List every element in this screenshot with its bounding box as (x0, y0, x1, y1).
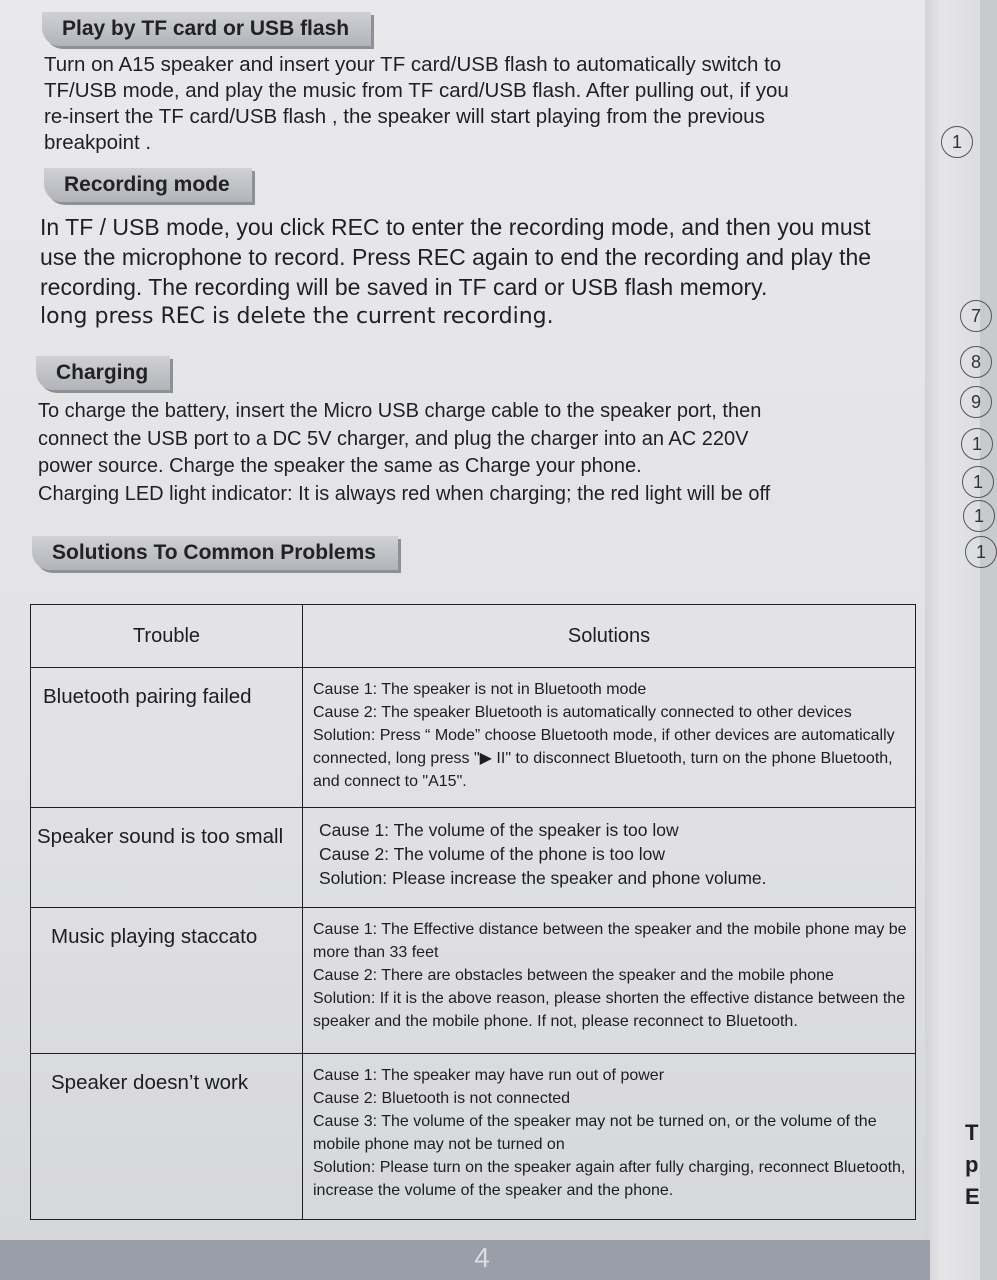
solution-line: Solution: Press “ Mode” choose Bluetooth mode, if other devices are automatically (313, 727, 895, 744)
solution-line: and connect to "A15". (313, 773, 467, 790)
table-row (31, 1054, 916, 1220)
solution-cell (303, 668, 916, 808)
solution-line: Cause 1: The volume of the speaker is too low (319, 820, 679, 840)
table-row (31, 908, 916, 1054)
page-number: 4 (474, 1242, 490, 1273)
circled-number: 8 (960, 346, 992, 378)
circled-number: 1 (962, 466, 994, 498)
edge-letter: E (965, 1184, 980, 1209)
paragraph-line: recording. The recording will be saved in TF card or USB flash memory. (40, 274, 768, 300)
solution-line: increase the volume of the speaker and the phone. (313, 1182, 674, 1199)
trouble-cell: Bluetooth pairing failed (31, 668, 303, 808)
edge-letter: T (965, 1120, 979, 1145)
solution-line: Cause 1: The speaker may have run out of power (313, 1067, 665, 1084)
column-header-trouble: Trouble (31, 605, 303, 668)
edge-letter: p (965, 1152, 979, 1177)
table-row (31, 668, 916, 808)
solution-line: speaker and the mobile phone. If not, please reconnect to Bluetooth. (313, 1013, 798, 1030)
circled-number: 7 (960, 300, 992, 332)
paragraph-line: In TF / USB mode, you click REC to enter the recording mode, and then you must (40, 214, 871, 240)
solution-cell (303, 908, 916, 1054)
trouble-cell: Speaker sound is too small (31, 808, 303, 908)
trouble-cell: Music playing staccato (31, 908, 303, 1054)
solution-line: Cause 1: The Effective distance between the speaker and the mobile phone may be (313, 921, 907, 938)
solution-line: Solution: Please turn on the speaker again after fully charging, reconnect Bluetooth, (313, 1159, 906, 1176)
solution-line: Cause 2: The speaker Bluetooth is automatically connected to other devices (313, 704, 852, 721)
solution-line: Cause 2: Bluetooth is not connected (313, 1090, 571, 1107)
circled-number: 1 (963, 500, 995, 532)
adjacent-page-edge (925, 0, 986, 1280)
column-header-solutions: Solutions (303, 605, 916, 668)
recording-paragraph (40, 212, 871, 332)
circled-number: 1 (941, 126, 973, 158)
table-header-row (31, 605, 916, 668)
solution-line: Cause 3: The volume of the speaker may not be turned on, or the volume of the (313, 1113, 877, 1130)
solution-cell (303, 1054, 916, 1220)
solution-cell (303, 808, 916, 908)
section-heading-charging: Charging (36, 356, 170, 390)
table-row (31, 808, 916, 908)
charging-paragraph (38, 398, 770, 508)
paragraph-line: re-insert the TF card/USB flash , the speaker will start playing from the previous (44, 105, 765, 128)
solution-line: connected, long press "▶ II" to disconnect Bluetooth, turn on the phone Bluetooth, (313, 750, 893, 767)
tf-usb-paragraph (44, 52, 789, 156)
solution-line: Solution: Please increase the speaker and phone volume. (319, 868, 767, 888)
paragraph-line: Turn on A15 speaker and insert your TF card/USB flash to automatically switch to (44, 53, 782, 76)
paragraph-line: use the microphone to record. Press REC again to end the recording and play the (40, 244, 872, 270)
paragraph-line: To charge the battery, insert the Micro USB charge cable to the speaker port, then (38, 400, 762, 422)
section-heading-tf-usb: Play by TF card or USB flash (42, 12, 371, 46)
solution-line: Cause 2: There are obstacles between the speaker and the mobile phone (313, 967, 834, 984)
paragraph-line: connect the USB port to a DC 5V charger, and plug the charger into an AC 220V (38, 427, 749, 450)
solution-line: mobile phone may not be turned on (313, 1136, 565, 1153)
trouble-cell: Speaker doesn’t work (31, 1054, 303, 1220)
circled-number: 9 (960, 386, 992, 418)
solution-line: Cause 1: The speaker is not in Bluetooth mode (313, 681, 647, 698)
paragraph-line: power source. Charge the speaker the same as Charge your phone. (38, 455, 642, 477)
section-heading-problems: Solutions To Common Problems (32, 536, 398, 570)
solution-line: Solution: If it is the above reason, please shorten the effective distance between the (313, 990, 906, 1007)
circled-number: 1 (965, 536, 997, 568)
circled-number: 1 (961, 428, 993, 460)
paragraph-line: long press REC is delete the current recording. (40, 304, 554, 329)
paragraph-line: breakpoint . (44, 131, 152, 154)
paragraph-line: Charging LED light indicator: It is always red when charging; the red light will be off (38, 482, 771, 505)
solution-line: Cause 2: The volume of the phone is too low (319, 844, 666, 864)
problems-table (30, 604, 915, 1220)
paragraph-line: TF/USB mode, and play the music from TF card/USB flash. After pulling out, if you (44, 79, 789, 102)
solution-line: more than 33 feet (313, 944, 439, 961)
section-heading-recording: Recording mode (44, 168, 252, 202)
